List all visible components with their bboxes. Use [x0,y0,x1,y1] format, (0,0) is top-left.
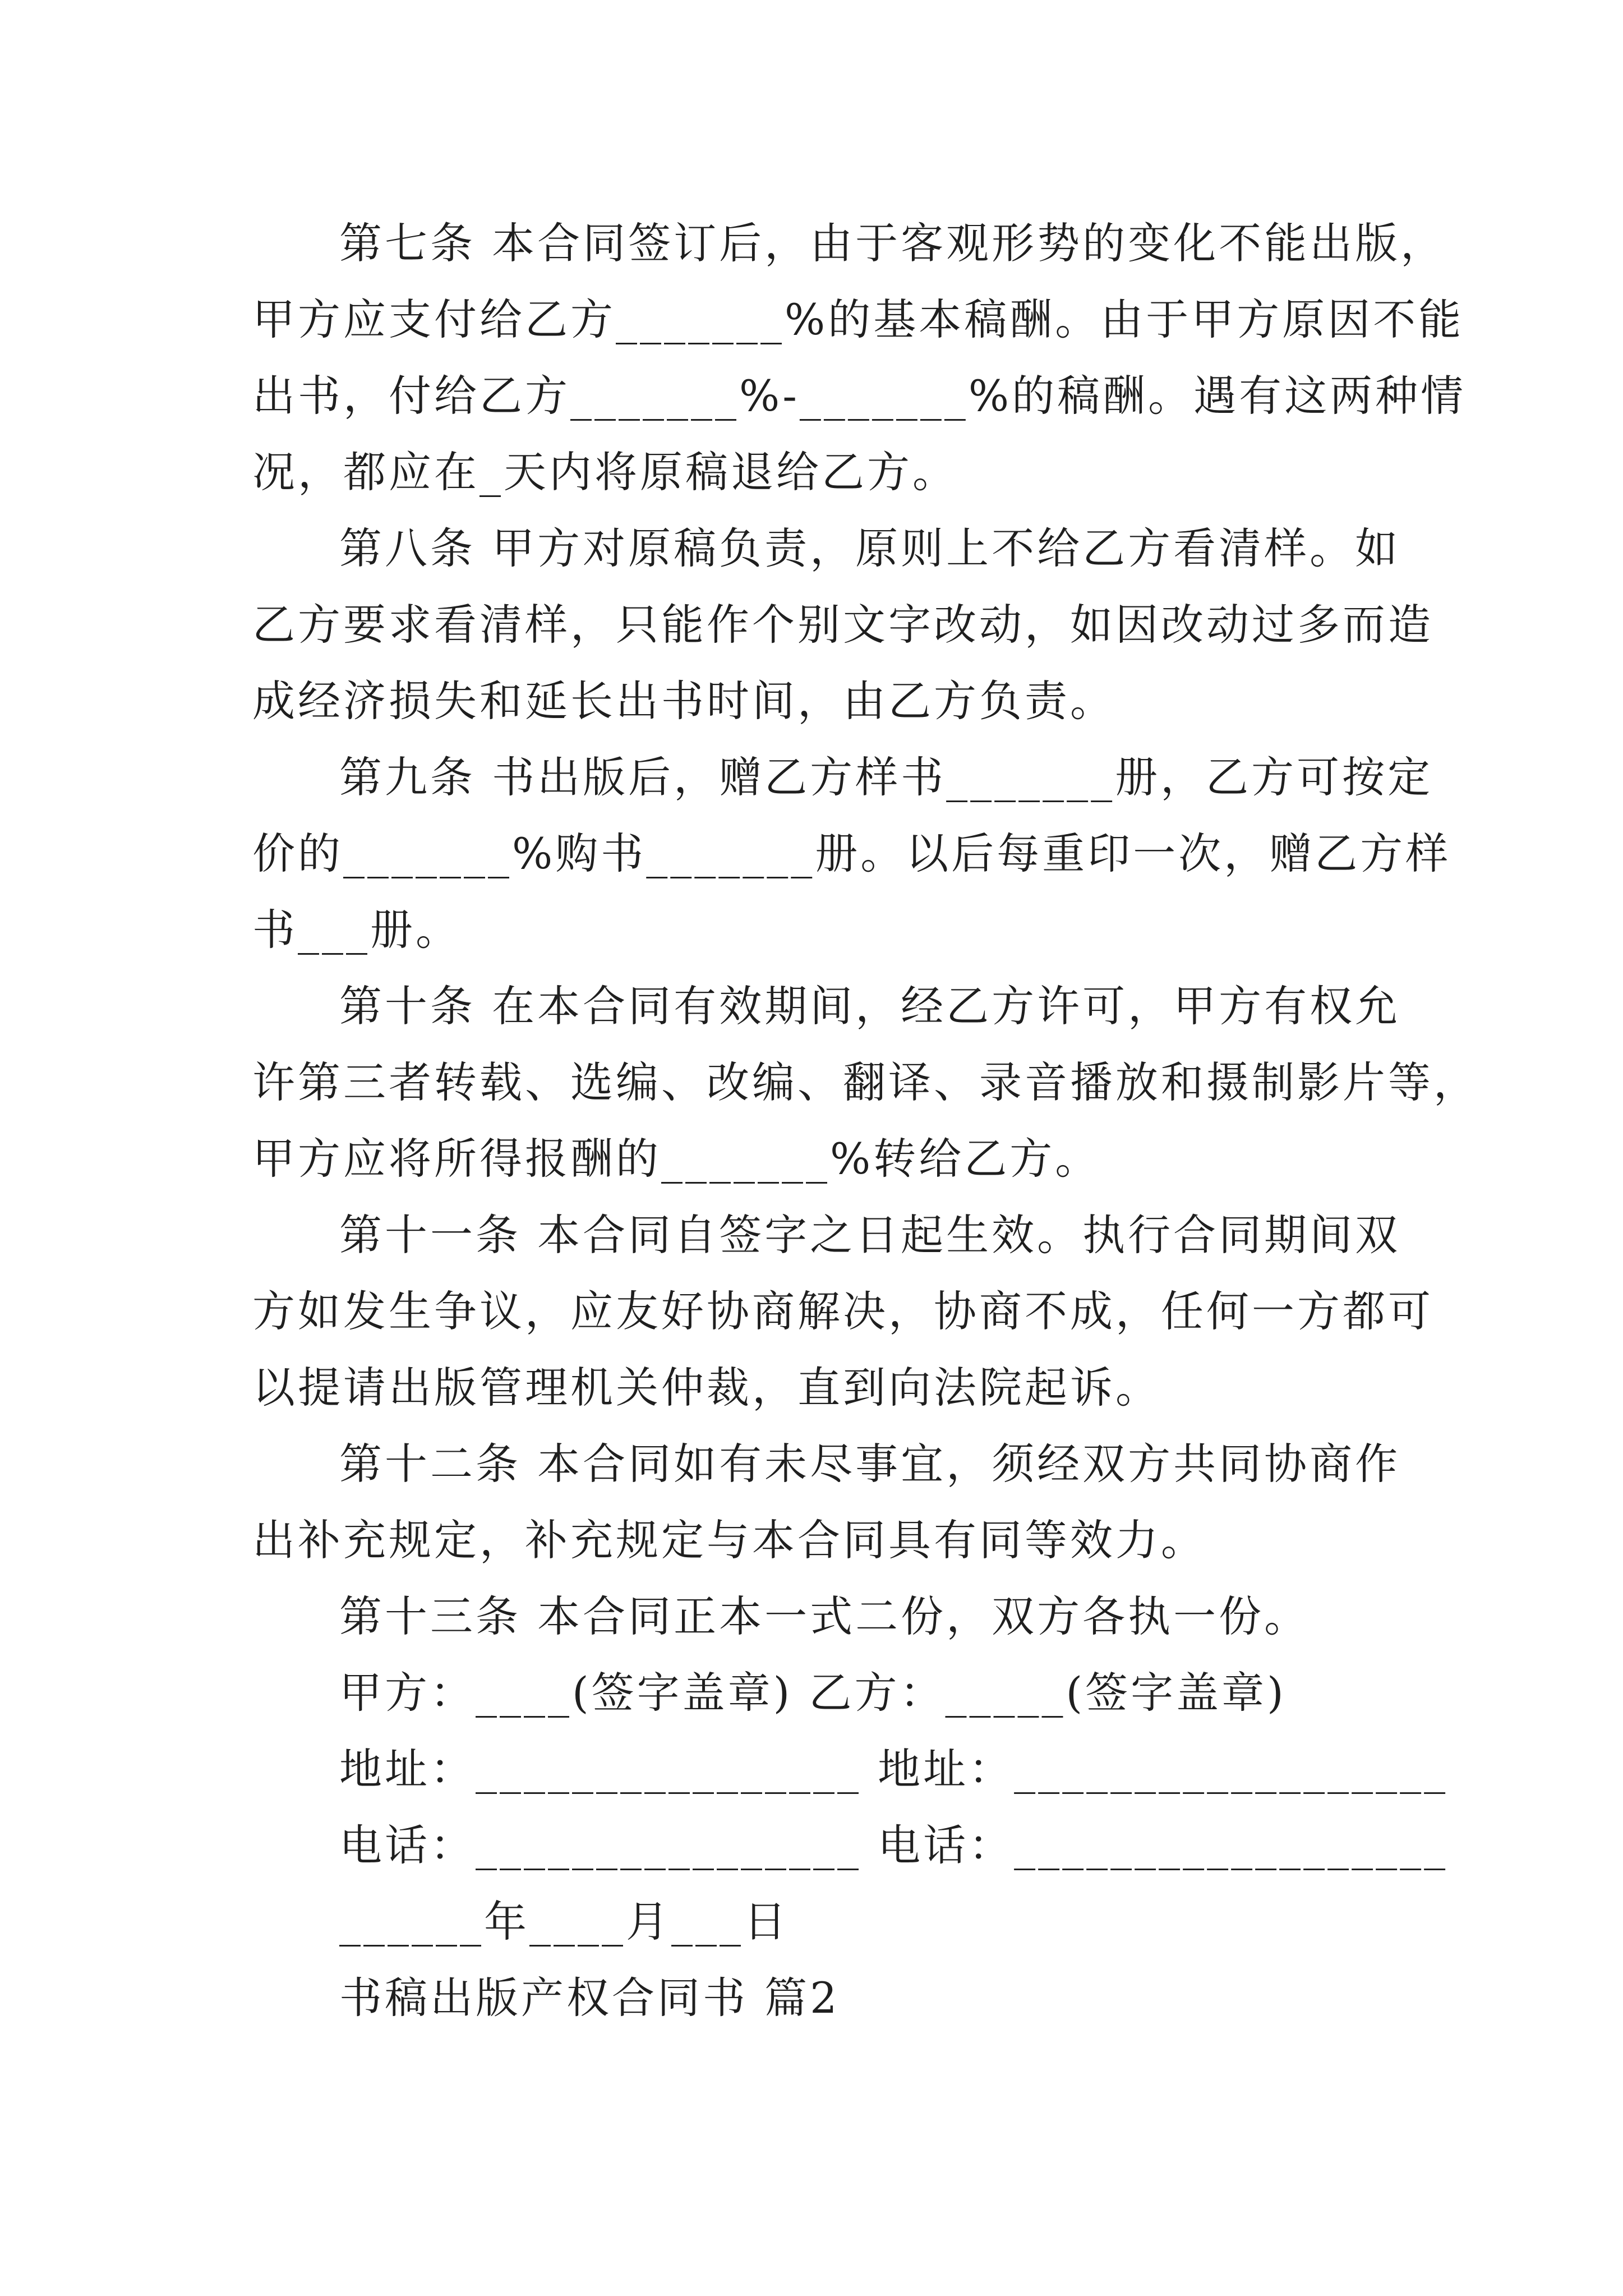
article-8-line-3: 成经济损失和延长出书时间，由乙方负责。 [252,676,1115,726]
article-11-line-2: 方如发生争议，应友好协商解决，协商不成，任何一方都可 [252,1286,1433,1336]
signature-address-line: 地址：________________ 地址：__________________ [339,1744,1449,1794]
article-11-line-3: 以提请出版管理机关仲裁，直到向法院起诉。 [252,1363,1161,1412]
next-section-title: 书稿出版产权合同书 篇2 [339,1973,840,2023]
article-7-line-3: 出书，付给乙方_______%-_______%的稿酬。遇有这两种情 [252,371,1467,421]
article-10-line-1: 第十条 在本合同有效期间，经乙方许可，甲方有权允 [339,981,1401,1031]
article-9-line-2: 价的_______%购书_______册。以后每重印一次，赠乙方样 [252,829,1451,878]
signature-parties-line: 甲方：____(签字盖章) 乙方：_____(签字盖章) [339,1668,1287,1718]
article-10-line-2: 许第三者转载、选编、改编、翻译、录音播放和摄制影片等， [252,1057,1479,1107]
article-12-line-1: 第十二条 本合同如有未尽事宜，须经双方共同协商作 [339,1439,1401,1489]
article-12-line-2: 出补充规定，补充规定与本合同具有同等效力。 [252,1515,1206,1565]
article-7-line-4: 况，都应在_天内将原稿退给乙方。 [252,447,958,497]
article-11-line-1: 第十一条 本合同自签字之日起生效。执行合同期间双 [339,1210,1401,1260]
article-7-line-2: 甲方应支付给乙方_______%的基本稿酬。由于甲方原因不能 [252,295,1464,344]
article-7-line-1: 第七条 本合同签订后，由于客观形势的变化不能出版， [339,218,1446,268]
article-8-line-1: 第八条 甲方对原稿负责，原则上不给乙方看清样。如 [339,523,1401,573]
article-8-line-2: 乙方要求看清样，只能作个别文字改动，如因改动过多而造 [252,600,1433,650]
signature-date-line: ______年____月___日 [339,1897,789,1947]
signature-phone-line: 电话：________________ 电话：__________________ [339,1820,1449,1870]
article-9-line-3: 书___册。 [252,905,461,955]
article-9-line-1: 第九条 书出版后，赠乙方样书_______册，乙方可按定 [339,752,1433,802]
article-10-line-3: 甲方应将所得报酬的_______%转给乙方。 [252,1134,1101,1184]
article-13-line-1: 第十三条 本合同正本一式二份，双方各执一份。 [339,1591,1310,1641]
